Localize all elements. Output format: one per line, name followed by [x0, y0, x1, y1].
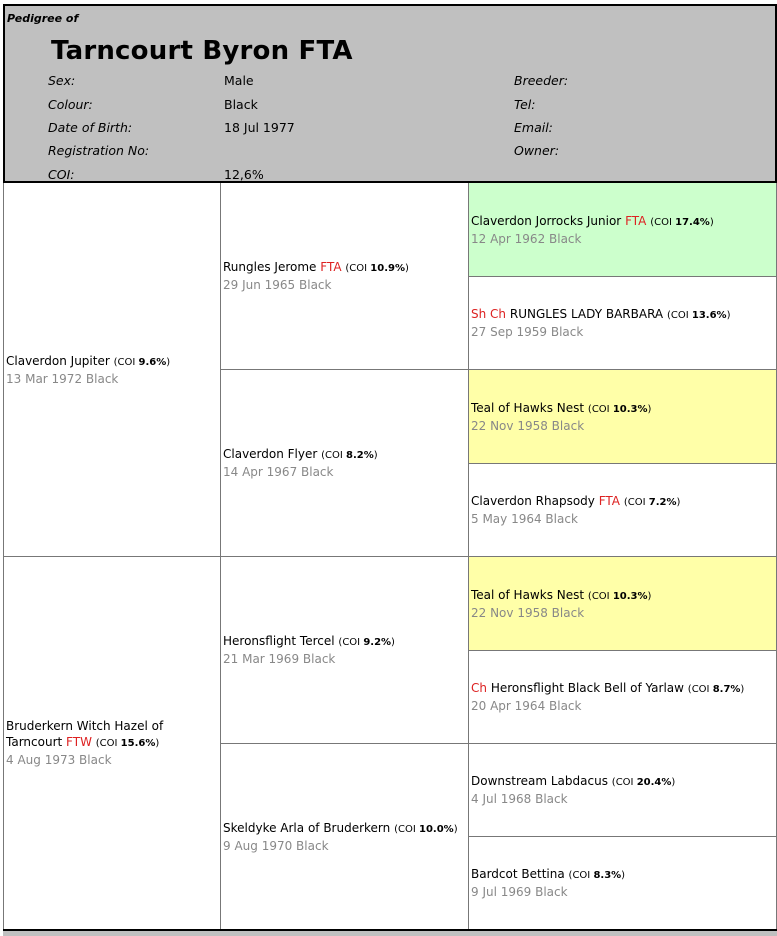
ancestor-coi-value: 10.3% — [612, 590, 648, 602]
ancestor-coi: (COI 15.6%) — [95, 738, 160, 749]
ancestor-name: Claverdon Flyer — [223, 447, 318, 461]
ancestor-coi: (COI 7.2%) — [623, 497, 681, 508]
colour-value: Black — [224, 97, 258, 112]
ancestor-coi: (COI 10.0%) — [394, 823, 458, 835]
ancestor-name-line — [6, 718, 216, 752]
ancestor-coi-value: 17.4% — [675, 216, 710, 228]
email-label: Email: — [514, 120, 553, 135]
ancestor-name: Claverdon Jorrocks Junior — [471, 213, 622, 228]
owner-label: Owner: — [514, 143, 560, 158]
ancestor-coi: (COI 8.3%) — [568, 870, 626, 881]
ancestor-name-line — [223, 446, 464, 464]
colour-label: Colour: — [48, 97, 93, 112]
ancestor-title-suffix: FTW — [66, 735, 92, 749]
ancestor-name-line — [471, 587, 772, 605]
ancestor-name-line — [471, 773, 772, 791]
coi-prefix: COI — [398, 823, 416, 835]
coi-label: COI: — [48, 167, 75, 182]
ancestor-sdd[interactable] — [469, 464, 777, 557]
coi-prefix: COI — [654, 216, 672, 228]
ancestor-name-line — [471, 680, 772, 698]
ancestor-coi-value: 15.6% — [120, 738, 156, 749]
ancestor-name: Heronsflight Tercel — [223, 634, 335, 648]
ancestor-name: Claverdon Rhapsody — [471, 494, 595, 508]
dog-name: Tarncourt Byron FTA — [51, 36, 353, 66]
ancestor-name-line — [223, 259, 464, 277]
registration-label: Registration No: — [48, 143, 150, 158]
ancestor-name-line — [6, 353, 216, 371]
coi-prefix: COI — [325, 450, 343, 461]
ancestor-dob: 20 Apr 1964 Black — [471, 699, 582, 713]
ancestor-coi: (COI 10.9%) — [345, 263, 409, 274]
tel-label: Tel: — [514, 97, 536, 112]
ancestor-coi-value: 9.2% — [363, 637, 392, 648]
ancestor-sss[interactable] — [469, 183, 777, 277]
ancestor-sire[interactable] — [3, 183, 221, 557]
ancestor-dob: 14 Apr 1967 Black — [223, 465, 334, 479]
coi-prefix: COI — [572, 870, 591, 881]
ancestor-name-line — [471, 866, 772, 884]
ancestor-name: Teal of Hawks Nest — [471, 587, 585, 602]
coi-prefix: COI — [342, 637, 361, 648]
ancestor-name: Teal of Hawks Nest — [471, 400, 585, 415]
coi-prefix: COI — [591, 403, 610, 415]
ancestor-dob: 4 Jul 1968 Black — [471, 792, 568, 806]
ancestor-coi: (COI 17.4%) — [650, 216, 714, 228]
ancestor-dob: 9 Jul 1969 Black — [471, 885, 568, 899]
ancestor-name: Bardcot Bettina — [471, 867, 565, 881]
coi-prefix: COI — [591, 590, 610, 602]
ancestor-name: Heronsflight Black Bell of Yarlaw — [490, 681, 684, 695]
ancestor-coi: (COI 20.4%) — [611, 777, 676, 788]
ancestor-dob: 9 Aug 1970 Black — [223, 838, 329, 853]
dob-label: Date of Birth: — [48, 120, 133, 135]
ancestor-dob: 22 Nov 1958 Black — [471, 605, 585, 620]
ancestor-coi: (COI 8.2%) — [321, 450, 378, 461]
ancestor-dob: 5 May 1964 Black — [471, 512, 578, 526]
ancestor-name: Rungles Jerome — [223, 260, 317, 274]
ancestor-ddd[interactable] — [469, 837, 777, 930]
ancestor-name-line — [223, 633, 464, 651]
ancestor-coi-value: 10.3% — [612, 403, 648, 415]
ancestor-dob: 4 Aug 1973 Black — [6, 753, 112, 767]
ancestor-dsd[interactable] — [469, 651, 777, 744]
ancestor-dob: 12 Apr 1962 Black — [471, 231, 582, 246]
ancestor-name: Claverdon Jupiter — [6, 353, 110, 368]
ancestor-coi-value: 9.6% — [138, 356, 167, 368]
coi-prefix: COI — [670, 310, 689, 321]
coi-prefix: COI — [117, 356, 136, 368]
ancestor-sire-sire[interactable] — [221, 183, 469, 370]
ancestor-dob: 21 Mar 1969 Black — [223, 652, 336, 666]
ancestor-title-prefix: Ch — [471, 681, 487, 695]
coi-prefix: COI — [627, 497, 646, 508]
ancestor-sire-dam[interactable] — [221, 370, 469, 557]
sex-value: Male — [224, 73, 254, 88]
ancestor-coi-value: 7.2% — [648, 497, 677, 508]
ancestor-name: Bruderkern Witch Hazel of Tarncourt — [6, 719, 164, 749]
ancestor-name-line — [223, 820, 464, 838]
ancestor-dob: 22 Nov 1958 Black — [471, 418, 585, 433]
ancestor-dob: 27 Sep 1959 Black — [471, 325, 584, 339]
ancestor-dam-dam[interactable] — [221, 744, 469, 930]
ancestor-coi-value: 8.7% — [712, 684, 741, 695]
ancestor-coi-value: 20.4% — [636, 777, 672, 788]
ancestor-name-line — [471, 400, 772, 418]
ancestor-coi: (COI 13.6%) — [666, 310, 731, 321]
ancestor-dob: 13 Mar 1972 Black — [6, 371, 119, 386]
ancestor-coi: (COI 9.6%) — [113, 356, 171, 368]
ancestor-dam-sire[interactable] — [221, 557, 469, 744]
footer-bar — [3, 929, 777, 936]
ancestor-title-suffix: FTA — [598, 494, 621, 508]
sex-label: Sex: — [48, 73, 76, 88]
ancestor-coi-value: 13.6% — [691, 310, 727, 321]
coi-prefix: COI — [615, 777, 634, 788]
coi-prefix: COI — [99, 738, 118, 749]
breeder-label: Breeder: — [514, 73, 569, 88]
ancestor-coi: (COI 9.2%) — [338, 637, 395, 648]
dob-value: 18 Jul 1977 — [224, 120, 295, 135]
ancestor-name-line — [471, 213, 772, 231]
ancestor-title-suffix: FTA — [625, 213, 647, 228]
ancestor-name-line — [471, 306, 772, 324]
pedigree-header — [3, 4, 777, 183]
header-label: Pedigree of — [7, 12, 79, 25]
coi-value: 12,6% — [224, 167, 264, 182]
ancestor-ssd[interactable] — [469, 277, 777, 370]
ancestor-coi-value: 10.9% — [370, 263, 405, 274]
coi-prefix: COI — [349, 263, 368, 274]
ancestor-coi: (COI 10.3%) — [587, 403, 652, 415]
ancestor-coi-value: 8.2% — [346, 450, 374, 461]
ancestor-coi-value: 10.0% — [419, 823, 454, 835]
ancestor-dss[interactable] — [469, 557, 777, 651]
coi-prefix: COI — [691, 684, 710, 695]
ancestor-name: Skeldyke Arla of Bruderkern — [223, 820, 391, 835]
ancestor-name: Downstream Labdacus — [471, 774, 608, 788]
ancestor-title-suffix: FTA — [320, 260, 342, 274]
ancestor-name: RUNGLES LADY BARBARA — [509, 307, 664, 321]
ancestor-dds[interactable] — [469, 744, 777, 837]
ancestor-name-line — [471, 493, 772, 511]
ancestor-title-prefix: Sh Ch — [471, 307, 507, 321]
ancestor-coi-value: 8.3% — [593, 870, 622, 881]
ancestor-coi: (COI 10.3%) — [587, 590, 652, 602]
ancestor-dam[interactable] — [3, 557, 221, 930]
pedigree-grid — [3, 183, 777, 930]
ancestor-coi: (COI 8.7%) — [687, 684, 745, 695]
ancestor-sds[interactable] — [469, 370, 777, 464]
ancestor-dob: 29 Jun 1965 Black — [223, 278, 332, 292]
